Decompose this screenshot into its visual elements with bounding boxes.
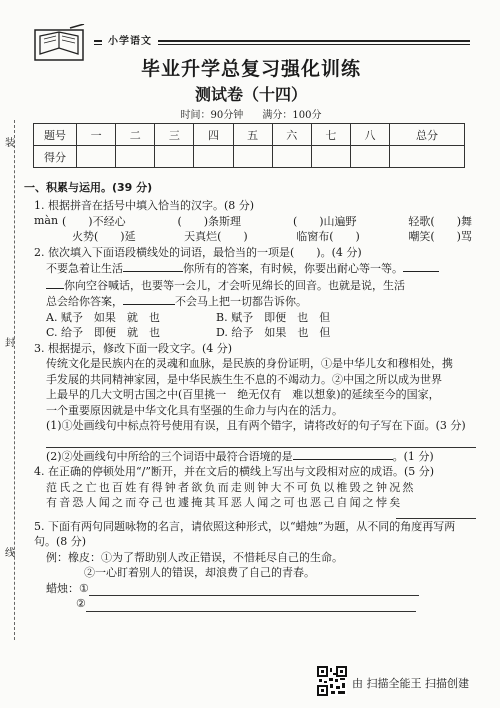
score-cell[interactable] [77, 146, 116, 168]
passage-text: 不会马上把一切都告诉你。 [175, 295, 307, 308]
passage-text: 你所有的答案，有时候，你要出耐心等一等。 [183, 262, 403, 275]
sub-question-1: (1)①处画线句中标点符号使用有误，且有两个错字，请将改好的句子写在下面。(3 分) [46, 419, 466, 432]
score-row-label: 得分 [34, 146, 77, 168]
answer-line[interactable] [86, 598, 416, 612]
fill-blank[interactable] [46, 277, 64, 289]
binding-line [14, 120, 15, 640]
q1-blank-item[interactable]: ( )条斯理 [177, 214, 242, 228]
score-cell[interactable] [116, 146, 155, 168]
q1-line2 [24, 229, 472, 245]
q1-blank-item[interactable]: 嘲笑( )骂 [408, 230, 472, 243]
q2-options [24, 310, 476, 326]
margin-char-zhuang: 装 [5, 138, 15, 149]
question-stem-cont: 句。(8 分) [34, 535, 87, 548]
score-cell[interactable] [311, 146, 350, 168]
score-header-cell: 七 [311, 124, 350, 146]
answer-line[interactable] [89, 582, 419, 596]
passage-line: 一个重要原因就是中华文化具有坚强的生命力与内在的活力。 [46, 403, 343, 417]
score-table-header-row [34, 124, 465, 146]
question-3 [24, 341, 476, 465]
classical-text-line[interactable]: 范氏之亡也百姓有得钟者欲负而走则钟大不可负以椎毁之钟况然 [46, 480, 416, 494]
option-a[interactable]: A. 赋予 如果 就 也 [46, 310, 160, 324]
score-cell[interactable] [194, 146, 233, 168]
fill-blank[interactable] [403, 260, 439, 272]
exam-content [24, 180, 476, 612]
passage-line: 手发展的共同精神家园，是中华民族生生不息的不竭动力。②中国之所以成为世界 [46, 372, 442, 386]
question-2 [24, 245, 476, 341]
classical-text[interactable]: 有音恐人闻之而夺己也遽掩其耳恶人闻之可也恶己自闻之悖矣 [46, 496, 403, 509]
answer-number: ② [76, 597, 86, 610]
q1-blank-item[interactable]: 轻歌( )舞 [408, 214, 472, 228]
score-header-cell: 五 [233, 124, 272, 146]
answer-line[interactable] [46, 434, 476, 448]
q1-blank-item[interactable]: ( )不经心 [62, 214, 126, 228]
passage-text: 总会给你答案， [46, 295, 123, 308]
margin-char-xian: 线 [5, 548, 15, 559]
score-cell[interactable] [350, 146, 389, 168]
option-b[interactable]: B. 赋予 即便 也 但 [216, 310, 331, 324]
answer-row [24, 581, 476, 597]
question-5 [24, 519, 476, 612]
q2-passage-line [24, 293, 476, 310]
q2-options [24, 325, 476, 341]
example-line: ②一心盯着别人的错误，却浪费了自己的青春。 [84, 566, 315, 579]
scanner-watermark: 由 扫描全能王 扫描创建 [352, 677, 469, 690]
example-line: 例：橡皮：①为了帮助别人改正错误，不惜耗尽自己的生命。 [46, 550, 343, 564]
score-header-cell: 四 [194, 124, 233, 146]
question-4 [24, 464, 476, 519]
score-header-cell: 二 [116, 124, 155, 146]
pinyin-label: màn [34, 214, 59, 227]
passage-line: 传统文化是民族内在的灵魂和血脉，是民族的身份证明，①是中华儿女和穆相处，携 [46, 357, 453, 370]
answer-number: ① [79, 581, 89, 595]
margin-char-feng: 封 [5, 338, 15, 349]
question-1 [24, 198, 476, 245]
q1-blank-item[interactable]: 火势( )延 [72, 230, 136, 243]
score-header-cell: 三 [155, 124, 194, 146]
question-stem: 4. 在正确的停顿处用“/”断开，并在文后的横线上写出与文段相对应的成语。(5 分) [34, 465, 435, 478]
page-subtitle: 测试卷（十四） [194, 85, 307, 104]
score-cell[interactable] [233, 146, 272, 168]
score-cell[interactable] [272, 146, 311, 168]
fill-blank[interactable] [123, 293, 175, 305]
option-c[interactable]: C. 给予 即便 就 也 [46, 326, 161, 339]
score-header-cell: 八 [350, 124, 389, 146]
sub-question-2 [24, 448, 476, 465]
q1-blank-item[interactable]: 天真烂( ) [184, 230, 248, 243]
score-table [33, 123, 465, 168]
question-stem: 1. 根据拼音在括号中填入恰当的汉字。(8 分) [34, 198, 255, 212]
qr-code-icon [317, 666, 347, 696]
option-d[interactable]: D. 给予 如果 也 但 [216, 326, 331, 339]
section-title: 一、积累与运用。(39 分) [24, 181, 153, 194]
score-header-cell: 六 [272, 124, 311, 146]
q1-blank-item[interactable]: 临窗布( ) [296, 230, 360, 243]
question-stem: 3. 根据提示，修改下面一段文字。(4 分) [34, 341, 233, 355]
passage-text: 不要急着让生活 [46, 262, 123, 275]
answer-row [24, 596, 476, 612]
score-cell[interactable] [390, 146, 465, 168]
score-note: 。(1 分) [392, 449, 434, 463]
answer-line-wrap [24, 434, 476, 448]
subject-tag: 小学语文 [102, 32, 158, 47]
passage-line: 上最早的几大文明古国之中(百里挑一 绝无仅有 难以想象)的延续至今的国家， [46, 388, 440, 401]
q2-passage-line [24, 277, 476, 294]
question-stem: 2. 依次填入下面语段横线处的词语，最恰当的一项是( )。(4 分) [34, 245, 362, 259]
fill-blank[interactable] [293, 448, 393, 460]
exam-time: 时间：90分钟 [180, 110, 244, 121]
score-header-cell: 题号 [34, 124, 77, 146]
fill-blank[interactable] [123, 260, 183, 272]
exam-header [32, 14, 470, 102]
question-stem: 5. 下面有两句同题咏物的名言，请依照这种形式，以“蜡烛”为题，从不同的角度再写两 [34, 519, 456, 533]
q1-line1 [24, 214, 472, 230]
page-title: 毕业升学总复习强化训练 [140, 58, 361, 80]
exam-full-score: 满分：100分 [262, 110, 322, 121]
answer-label: 蜡烛： [46, 581, 79, 595]
q1-blank-item[interactable]: ( )山遍野 [292, 214, 357, 228]
sub-question-text: (2)②处画线句中所给的三个词语中最符合语境的是 [46, 449, 293, 463]
score-header-cell: 一 [77, 124, 116, 146]
score-header-cell: 总分 [390, 124, 465, 146]
answer-line[interactable] [396, 505, 476, 519]
exam-meta [32, 106, 470, 121]
passage-text: 你向空谷喊话，也要等一会儿，才会听见绵长的回音。也就是说，生活 [64, 278, 405, 292]
score-cell[interactable] [155, 146, 194, 168]
q2-passage-line [24, 260, 476, 277]
score-table-score-row [34, 146, 465, 168]
